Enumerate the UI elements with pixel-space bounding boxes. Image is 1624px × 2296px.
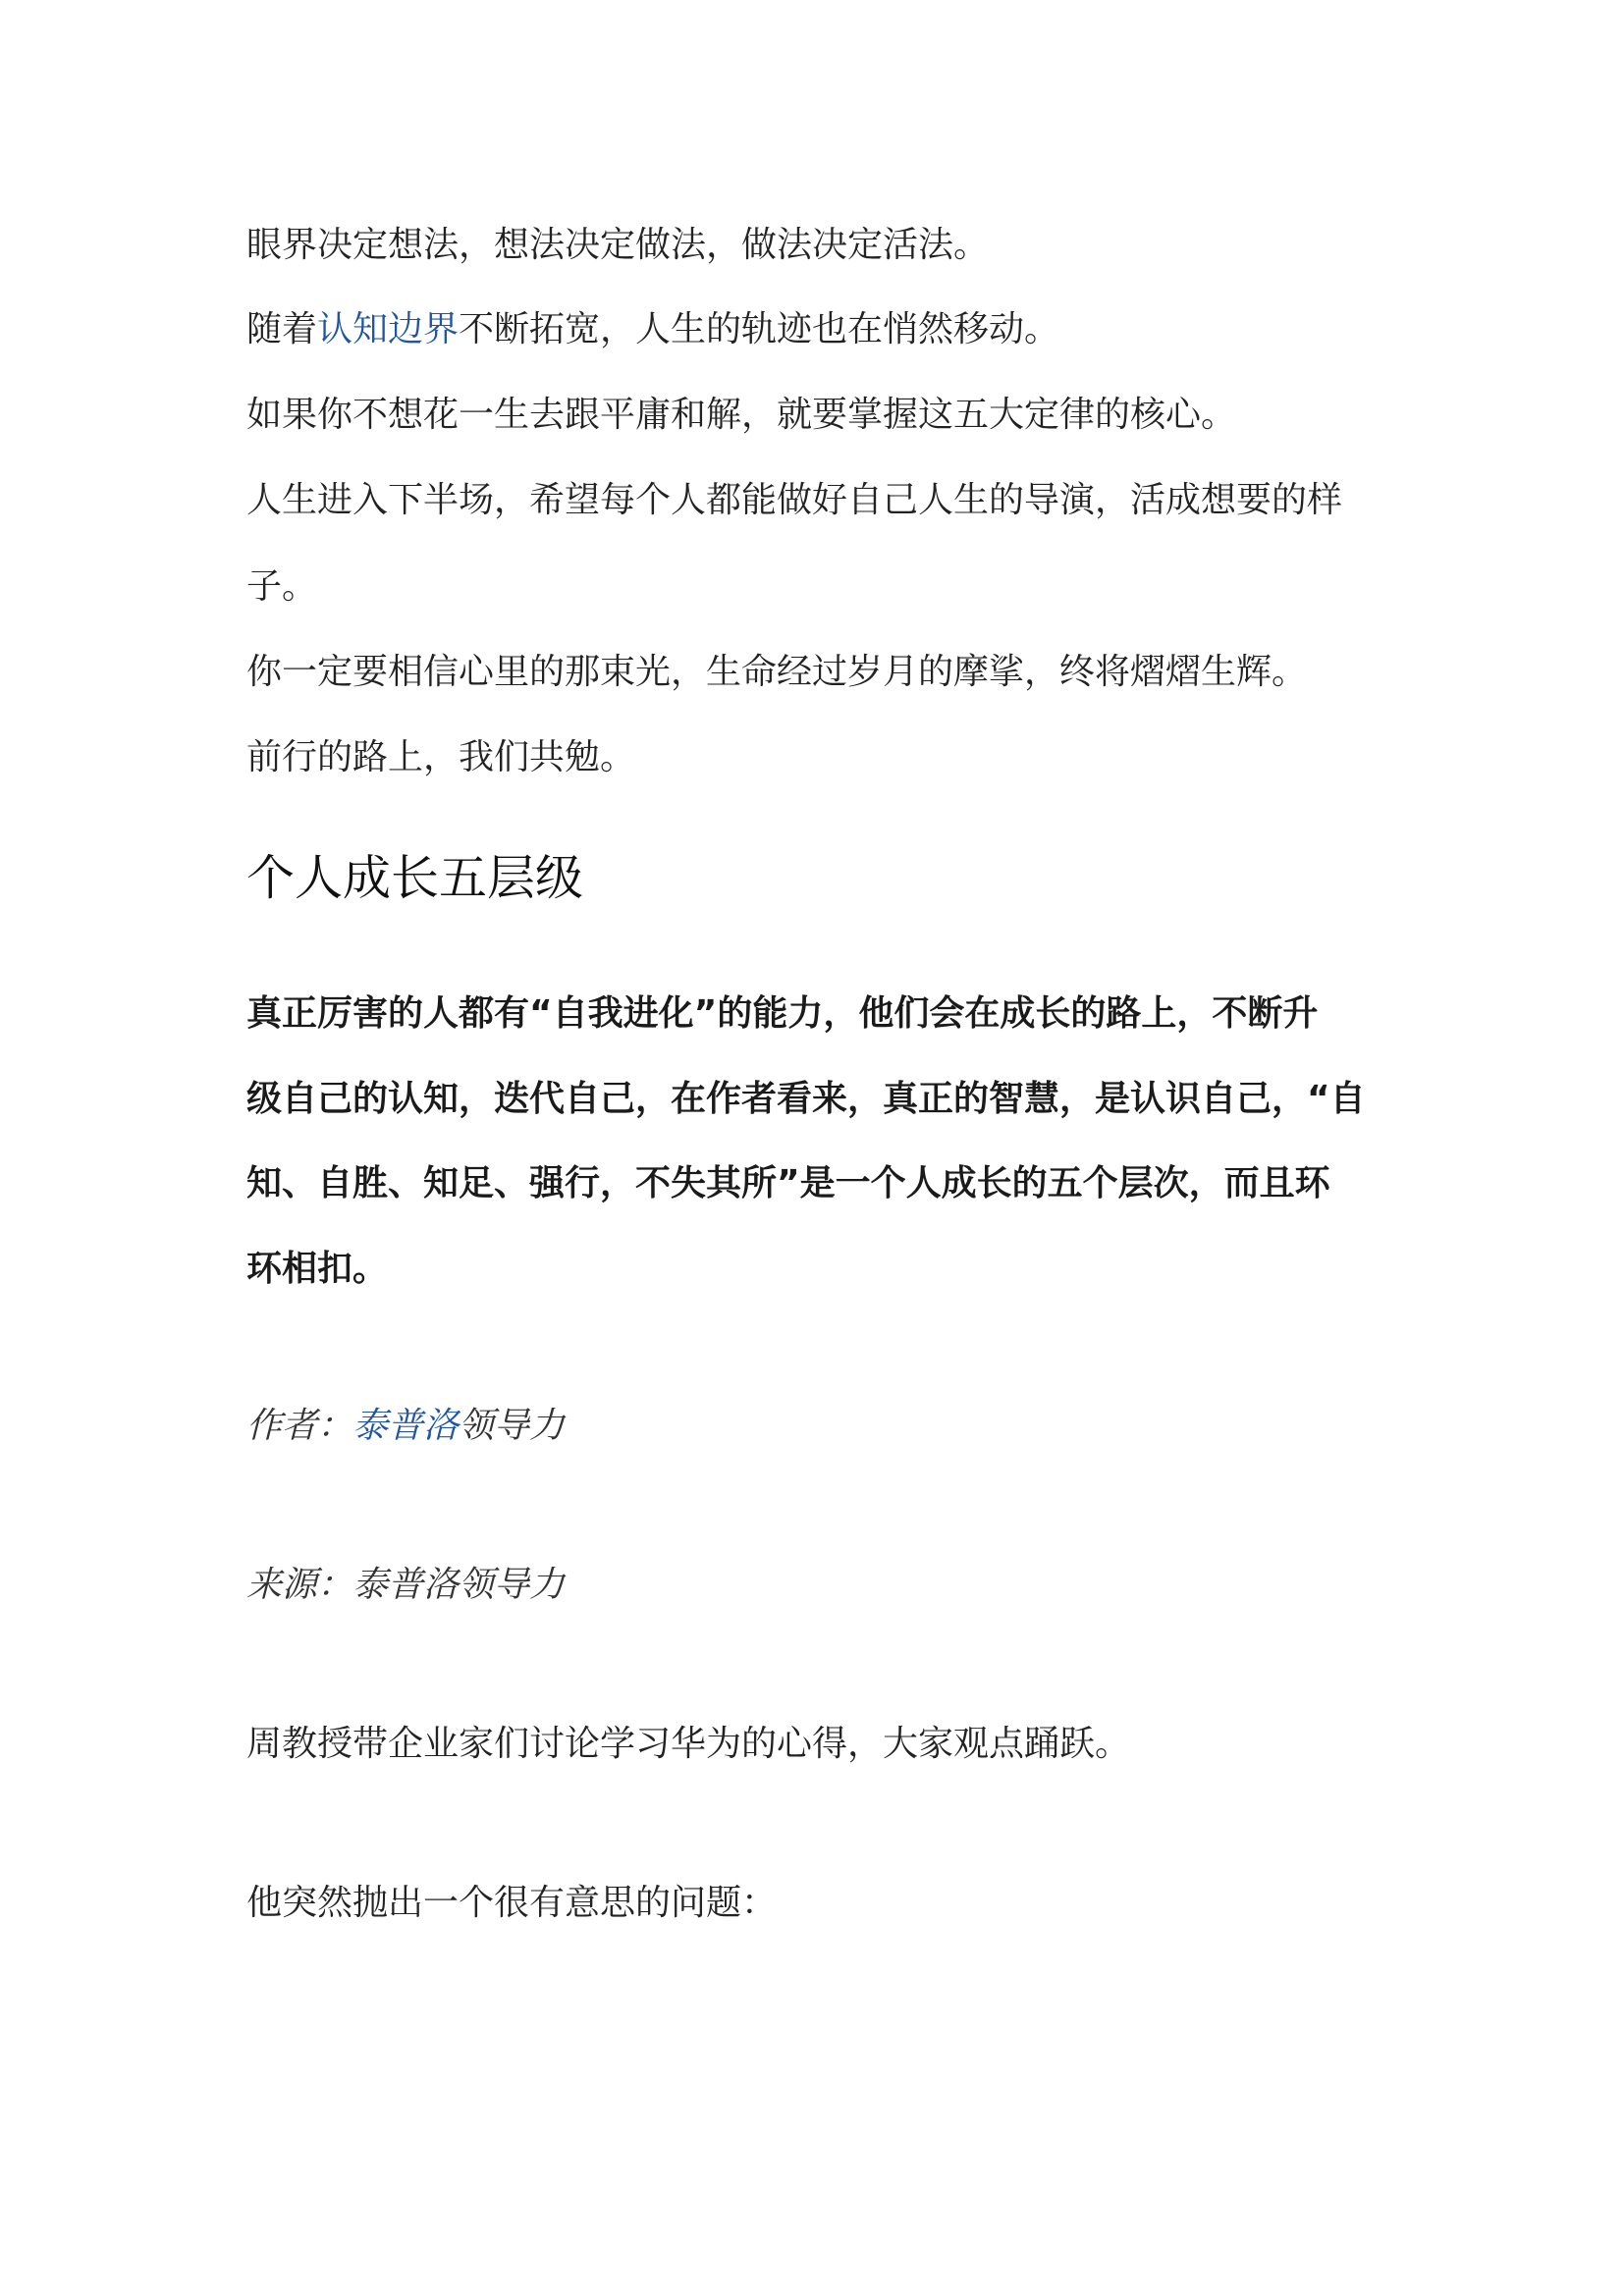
paragraph-huawei [246,1720,1130,1769]
section-heading-text: 个人成长五层级 [246,850,584,906]
paragraph-cognition-before: 随着 [246,309,318,349]
lead-line-4 [246,1245,388,1294]
paragraph-light [246,648,1307,697]
author-label: 作者： [246,1406,353,1446]
source-credit [246,1561,565,1610]
author-rest: 领导力 [459,1406,566,1446]
lead-line-2 [246,1075,1366,1124]
lead-line-3 [246,1159,1330,1208]
paragraph-together-text: 前行的路上，我们共勉。 [246,737,636,777]
author-credit [246,1402,565,1451]
paragraph-vision-text: 眼界决定想法，想法决定做法，做法决定活法。 [246,225,990,265]
section-heading [246,847,583,910]
lead-line-4-text: 环相扣。 [246,1249,389,1289]
lead-line-3-text: 知、自胜、知足、强行，不失其所”是一个人成长的五个层次，而且环 [246,1163,1330,1203]
paragraph-second-half-line2 [246,562,317,612]
paragraph-second-half-text-2: 子。 [246,566,318,607]
paragraph-question [246,1879,777,1928]
paragraph-question-text: 他突然抛出一个很有意思的问题： [246,1883,778,1923]
paragraph-second-half-text-1: 人生进入下半场，希望每个人都能做好自己人生的导演，活成想要的样 [246,480,1343,520]
source-text: 来源：泰普洛领导力 [246,1565,566,1605]
paragraph-light-text: 你一定要相信心里的那束光，生命经过岁月的摩挲，终将熠熠生辉。 [246,652,1308,692]
paragraph-together [246,733,635,782]
cognition-boundary-link[interactable]: 认知边界 [317,309,460,349]
lead-line-2-text: 级自己的认知，迭代自己，在作者看来，真正的智慧，是认识自己，“自 [246,1079,1366,1119]
author-link[interactable]: 泰普洛 [352,1406,460,1446]
paragraph-cognition-after: 不断拓宽，人生的轨迹也在悄然移动。 [459,309,1060,349]
lead-line-1 [246,989,1318,1039]
paragraph-mediocrity [246,391,1236,440]
paragraph-mediocrity-text: 如果你不想花一生去跟平庸和解，就要掌握这五大定律的核心。 [246,395,1237,435]
paragraph-second-half-line1 [246,476,1342,525]
lead-line-1-text: 真正厉害的人都有“自我进化”的能力，他们会在成长的路上，不断升 [246,993,1319,1034]
paragraph-vision [246,221,989,270]
paragraph-huawei-text: 周教授带企业家们讨论学习华为的心得，大家观点踊跃。 [246,1724,1131,1764]
paragraph-cognition [246,305,1059,354]
